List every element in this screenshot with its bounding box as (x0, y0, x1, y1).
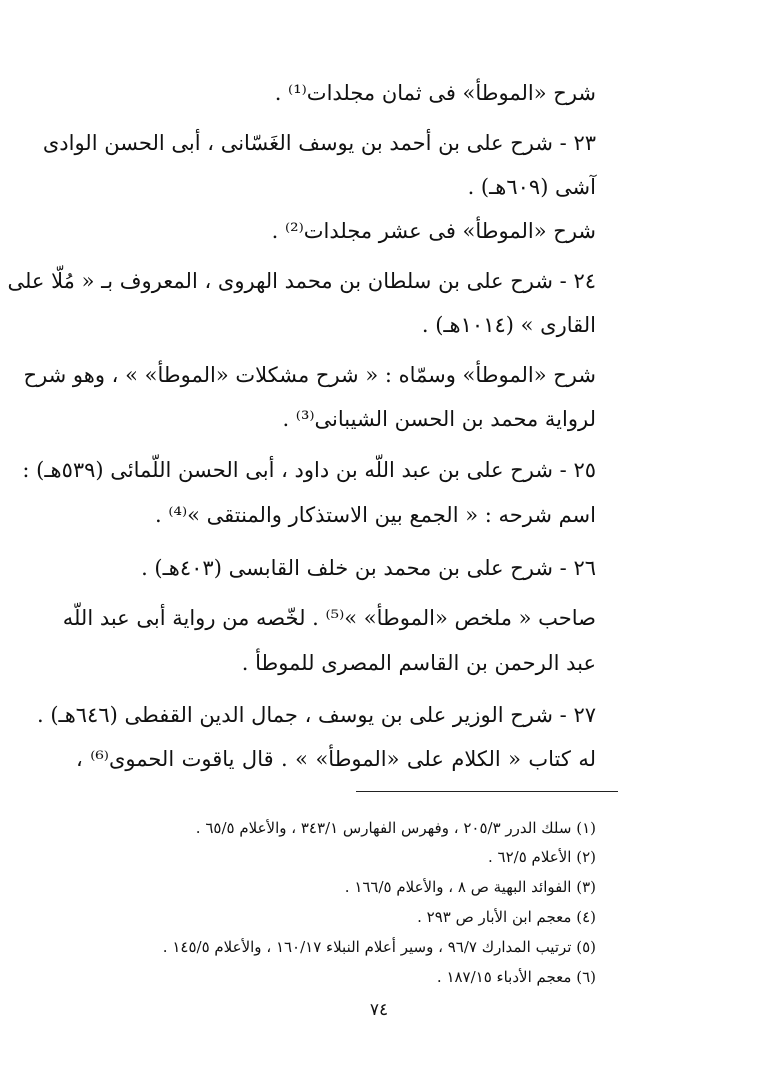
body-line: شرح «الموطأ» وسمّاه : « شرح مشكلات «الموطأ» » ، وهو شرح (23, 363, 596, 387)
body-line: اسم شرحه : « الجمع بين الاستذكار والمنتقى »⁽⁴⁾ . (155, 503, 596, 527)
body-line: ٢٥ - شرح على بن عبد اللّه بن داود ، أبى الحسن اللّمائى (٥٣٩هـ) : (22, 458, 596, 482)
footnote: (١) سلك الدرر ٢٠٥/٣ ، وفهرس الفهارس ٣٤٣/١ ، والأعلام ٦٥/٥ . (195, 819, 596, 837)
body-line: ٢٦ - شرح على بن محمد بن خلف القابسى (٤٠٣هـ) . (141, 556, 596, 580)
body-line: آشى (٦٠٩هـ) . (467, 175, 596, 199)
body-line: له كتاب « الكلام على «الموطأ» » . قال ياقوت الحموى⁽⁶⁾ ، (76, 747, 596, 771)
body-line: القارى » (١٠١٤هـ) . (421, 313, 596, 337)
body-line: ٢٣ - شرح على بن أحمد بن يوسف الغَسّانى ، أبى الحسن الوادى (42, 131, 596, 155)
body-line: صاحب « ملخص «الموطأ» »⁽⁵⁾ . لخّصه من رواية أبى عبد اللّه (62, 606, 596, 630)
footnote: (٤) معجم ابن الأبار ص ٢٩٣ . (417, 908, 596, 926)
footnote: (٣) الفوائد البهية ص ٨ ، والأعلام ١٦٦/٥ . (344, 878, 596, 896)
footnote: (٥) ترتيب المدارك ٩٦/٧ ، وسير أعلام النبلاء ١٦٠/١٧ ، والأعلام ١٤٥/٥ . (162, 938, 596, 956)
footnote: (٦) معجم الأدباء ١٨٧/١٥ . (436, 968, 596, 986)
body-line: ٢٤ - شرح على بن سلطان بن محمد الهروى ، المعروف بـ « مُلّا على (7, 269, 596, 293)
footnote-separator (356, 791, 618, 792)
body-line: ٢٧ - شرح الوزير على بن يوسف ، جمال الدين القفطى (٦٤٦هـ) . (37, 703, 596, 727)
page-number: ٧٤ (369, 1000, 389, 1020)
footnote: (٢) الأعلام ٦٢/٥ . (487, 848, 596, 866)
body-line: شرح «الموطأ» فى عشر مجلدات⁽²⁾ . (271, 219, 596, 243)
body-line: لرواية محمد بن الحسن الشيبانى⁽³⁾ . (282, 407, 596, 431)
body-line: شرح «الموطأ» فى ثمان مجلدات⁽¹⁾ . (274, 81, 596, 105)
body-line: عبد الرحمن بن القاسم المصرى للموطأ . (241, 651, 596, 675)
